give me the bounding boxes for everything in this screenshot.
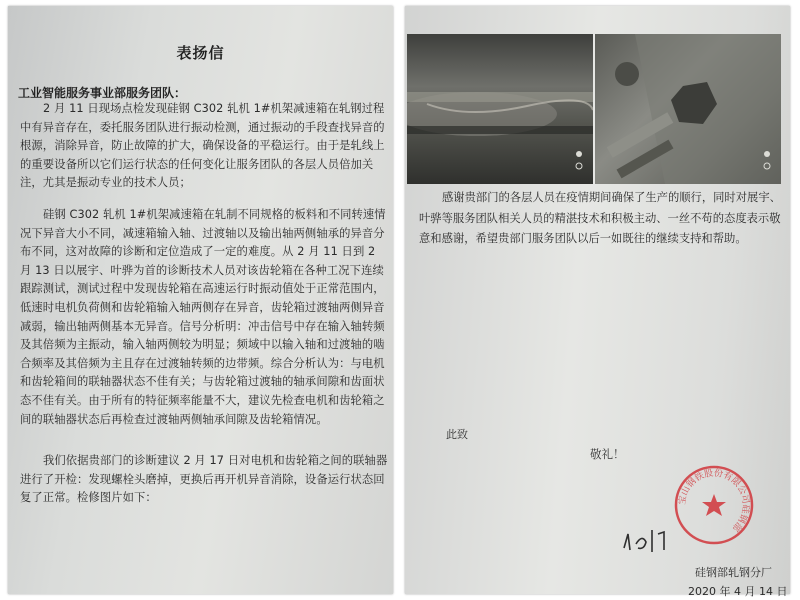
left-letter-page <box>8 6 393 594</box>
paragraph-thanks: 感谢贵部门的各层人员在疫情期间确保了生产的顺行，同时对展宇、叶骅等服务团队相关人员的精湛技术和积极主动、一丝不苟的态度表示敬意和感谢，希望贵部门服务团队以后一如既往的继续支持和帮助。 <box>419 191 781 245</box>
svg-text:宝山钢铁股份有限公司硅钢部: 宝山钢铁股份有限公司硅钢部 <box>677 468 751 533</box>
salutation: 工业智能服务事业部服务团队： <box>18 86 187 100</box>
paragraph-2: 硅钢 C302 轧机 1#机架减速箱在轧制不同规格的板料和不同转速情况下异音大小不同，减速箱输入轴、过渡轴以及输出轴两侧轴承的异音分布不同，这对故障的诊断和定位造成了一定的难度。从 2 月 11 日到 2 月 13 日以展宇、叶骅为首的诊断技术人员对该齿轮箱在各种工况下连续跟踪测试，测试过程中发现齿轮箱在高速运行时振动值处于正常范围内，低速时电机负荷侧和齿轮箱输入轴两侧存在异音，齿轮箱过渡轴两侧异音减弱，输出轴两侧基本无异音。信号分析明：冲击信号中存在输入轴转频及其倍频为主振动，输入轴两侧较为明显；频域中以输入轴和过渡轴的啮合频率及其倍频为主且存在过渡轴转频的边带频。综合分析认为：与电机和齿轮箱间的联轴器状态不佳有关；与齿轮箱过渡轴的轴承间隙和齿面状态不佳有关。由于所有的特征频率能量不大，建议先检查电机和齿轮箱之间的联轴器状态后再检查过渡轴两侧轴承间隙及齿轮箱情况。 <box>20 208 386 426</box>
coupling-photo-1 <box>407 34 593 184</box>
closing-2: 敬礼！ <box>590 447 625 461</box>
handwritten-signature <box>620 520 680 560</box>
paragraph-1: 2 月 11 日现场点检发现硅钢 C302 轧机 1#机架减速箱在轧钢过程中有异音存在，委托服务团队进行振动检测，通过振动的手段查找异音的根源，消除异音，防止故障的扩大，确保设备的平稳运行。由于是轧线上的重要设备所以它们运行状态的任何变化让服务团队的各层人员倍加关注，尤其是振动专业的技术人员； <box>20 102 385 190</box>
closing-1: 此致 <box>446 428 468 441</box>
letter-title: 表扬信 <box>176 44 225 62</box>
coupling-photo-2 <box>595 34 781 184</box>
paragraph-3: 我们依据贵部门的诊断建议 2 月 17 日对电机和齿轮箱之间的联轴器进行了开检：发现螺栓头磨掉，更换后再开机异音消除，设备运行状态回复了正常。检修图片如下： <box>20 454 388 505</box>
signature-date: 2020 年 4 月 14 日 <box>688 585 788 598</box>
signature-organization: 硅钢部轧钢分厂 <box>695 566 772 579</box>
company-seal <box>673 464 755 546</box>
right-letter-page <box>405 6 790 598</box>
